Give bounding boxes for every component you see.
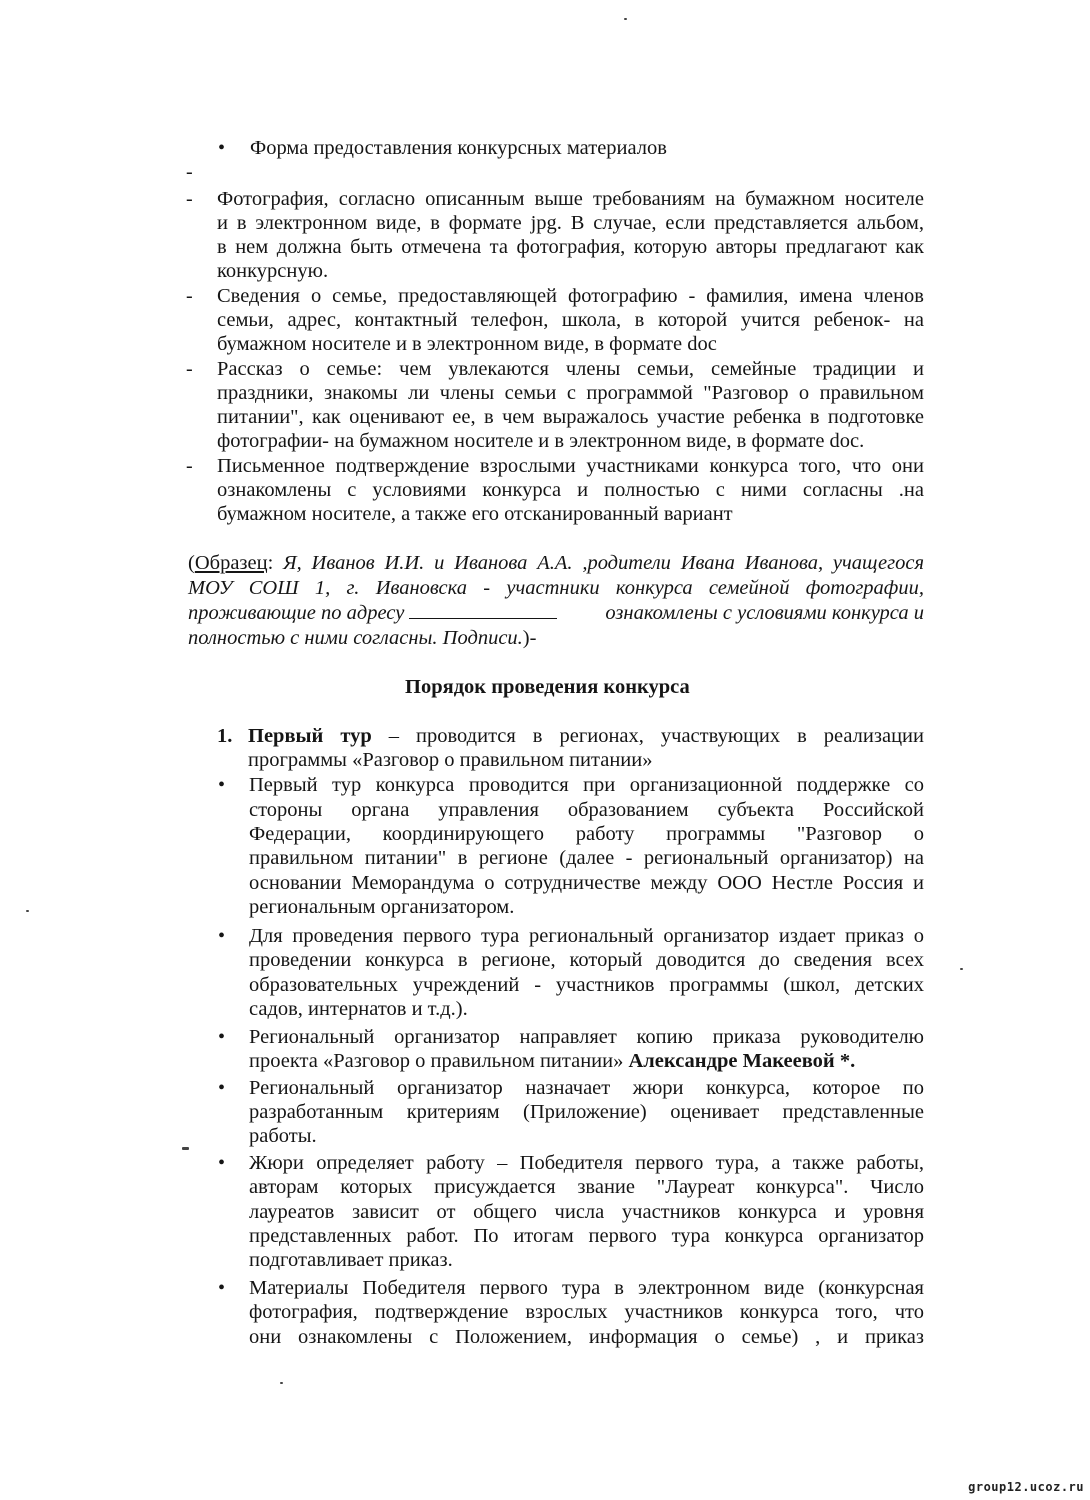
order-bullet-5-line-4: представленных работ. По итогам первого тура конкурса организатор <box>249 1225 924 1247</box>
form-item-4-line-1: Письменное подтверждение взрослыми участниками конкурса того, что они <box>217 455 924 477</box>
bullet-marker: • <box>218 774 226 796</box>
first-tour-label: Первый тур <box>248 725 372 747</box>
sample-label: Образец <box>194 552 268 574</box>
order-bullet-2-line-3: образовательных учреждений - участников программы (школ, детских <box>249 974 924 996</box>
bullet-marker: • <box>218 1277 226 1299</box>
sample-address-label: проживающие по адресу <box>188 602 410 624</box>
bullet-marker: • <box>218 1077 226 1099</box>
order-bullet-6-line-1: Материалы Победителя первого тура в электронном виде (конкурсная <box>249 1277 924 1299</box>
order-bullet-4-line-1: Региональный организатор назначает жюри конкурса, которое по <box>249 1077 924 1099</box>
sample-line-4-text: полностью с ними согласны. Подписи. <box>188 627 523 649</box>
section-heading: Порядок проведения конкурса <box>405 676 690 698</box>
order-bullet-3-line-2 <box>249 1049 855 1073</box>
form-item-3-line-4: фотографии- на бумажном носителе и в электронном виде, в формате doc. <box>217 430 865 452</box>
order-bullet-2-line-4: садов, интернатов и т.д.). <box>249 998 468 1020</box>
scan-speck <box>26 910 29 912</box>
sample-line-1-text: Я, Иванов И.И. и Иванова А.А. ,родители Ивана Иванова, учащегося <box>273 552 924 574</box>
sample-line-2: МОУ СОШ 1, г. Ивановска - участники конкурса семейной фотографии, <box>188 577 924 599</box>
order-bullet-5-line-1: Жюри определяет работу – Победителя первого тура, а также работы, <box>249 1152 924 1174</box>
dash-marker: - <box>186 358 193 380</box>
sample-line-1 <box>188 551 924 575</box>
order-bullet-5-line-5: подготавливает приказ. <box>249 1249 453 1271</box>
form-item-2-line-3: бумажном носителе и в электронном виде, в формате doc <box>217 333 717 355</box>
order-bullet-2-line-2: проведении конкурса в регионе, который доводится до сведения всех <box>249 949 924 971</box>
first-tour-line-2: программы «Разговор о правильном питании» <box>248 749 653 771</box>
form-section-title: Форма предоставления конкурсных материалов <box>250 137 667 159</box>
order-bullet-1-line-3: Федерации, координирующего работу программы "Разговор о <box>249 823 924 845</box>
scan-speck <box>624 18 627 20</box>
project-leader-name: Александре Макеевой *. <box>628 1050 856 1072</box>
order-bullet-2-line-1: Для проведения первого тура региональный организатор издает приказ о <box>249 925 924 947</box>
order-bullet-3-line-2-text: проекта «Разговор о правильном питании» <box>249 1050 629 1072</box>
sample-line-3 <box>188 601 924 625</box>
form-item-1-line-3: в нем должна быть отмечена та фотография, которую авторы предлагают как <box>217 236 924 258</box>
order-bullet-5-line-3: лауреатов зависит от общего числа участников конкурса и уровня <box>249 1201 924 1223</box>
site-watermark: group12.ucoz.ru <box>968 1480 1084 1494</box>
order-bullet-3-line-1: Региональный организатор направляет копию приказа руководителю <box>249 1026 924 1048</box>
address-blank-line <box>409 601 557 619</box>
dash-marker: - <box>186 161 193 183</box>
dash-marker: - <box>186 285 193 307</box>
sample-line-4 <box>188 626 536 650</box>
first-tour-line-1-text: – проводится в регионах, участвующих в реализации <box>371 725 924 747</box>
form-item-1-line-4: конкурсную. <box>217 260 329 282</box>
form-item-1-line-1: Фотография, согласно описанным выше требованиям на бумажном носителе <box>217 188 924 210</box>
form-item-2-line-1: Сведения о семье, предоставляющей фотографию - фамилия, имена членов <box>217 285 924 307</box>
bullet-marker: • <box>218 925 226 947</box>
form-item-3-line-3: питании", как оценивают ее, в чем выражалось участие ребенка в подготовке <box>217 406 924 428</box>
sample-open-paren: ( <box>188 552 195 574</box>
order-bullet-4-line-2: разработанным критериям (Приложение) оценивает представленные <box>249 1101 924 1123</box>
form-item-4-line-2: ознакомлены с условиями конкурса и полностью с ними согласны .на <box>217 479 924 501</box>
order-bullet-1-line-2: стороны органа управления образованием субъекта Российской <box>249 799 924 821</box>
order-bullet-1-line-5: основании Меморандума о сотрудничестве между ООО Нестле Россия и <box>249 872 924 894</box>
dash-marker: - <box>186 455 193 477</box>
order-bullet-6-line-2: фотография, подтверждение взрослых участников конкурса того, что <box>249 1301 924 1323</box>
sample-line-3-end: ознакомлены с условиями конкурса и <box>605 602 924 624</box>
form-item-3-line-2: праздники, знакомы ли члены семьи с программой "Разговор о правильном <box>217 382 924 404</box>
form-item-3-line-1: Рассказ о семье: чем увлекаются члены семьи, семейные традиции и <box>217 358 924 380</box>
sample-colon: : <box>267 552 274 574</box>
form-item-4-line-3: бумажном носителе, а также его отсканированный вариант <box>217 503 733 525</box>
order-bullet-1-line-1: Первый тур конкурса проводится при организационной поддержке со <box>249 774 924 796</box>
sample-line-4-tail: )- <box>522 627 537 649</box>
scan-speck <box>960 968 963 970</box>
order-bullet-5-line-2: авторам которых присуждается звание "Лауреат конкурса". Число <box>249 1176 924 1198</box>
numbered-marker: 1. <box>217 725 233 747</box>
bullet-marker: • <box>218 1026 226 1048</box>
form-item-1-line-2: и в электронном виде, в формате jpg. В случае, если представляется альбом, <box>217 212 924 234</box>
dash-marker: - <box>186 188 193 210</box>
scan-speck <box>280 1382 283 1384</box>
form-item-2-line-2: семьи, адрес, контактный телефон, школа, в которой учится ребенок- на <box>217 309 924 331</box>
bullet-marker: • <box>218 137 226 159</box>
order-bullet-1-line-4: правильном питании" в регионе (далее - региональный организатор) на <box>249 847 924 869</box>
scan-speck <box>182 1147 189 1150</box>
bullet-marker: • <box>218 1152 226 1174</box>
order-bullet-4-line-3: работы. <box>249 1125 317 1147</box>
sample-line-3-start <box>188 601 557 625</box>
order-bullet-6-line-3: они ознакомлены с Положением, информация о семье) , и приказ <box>249 1326 924 1348</box>
order-bullet-1-line-6: региональным организатором. <box>249 896 515 918</box>
first-tour-line-1 <box>248 724 924 748</box>
